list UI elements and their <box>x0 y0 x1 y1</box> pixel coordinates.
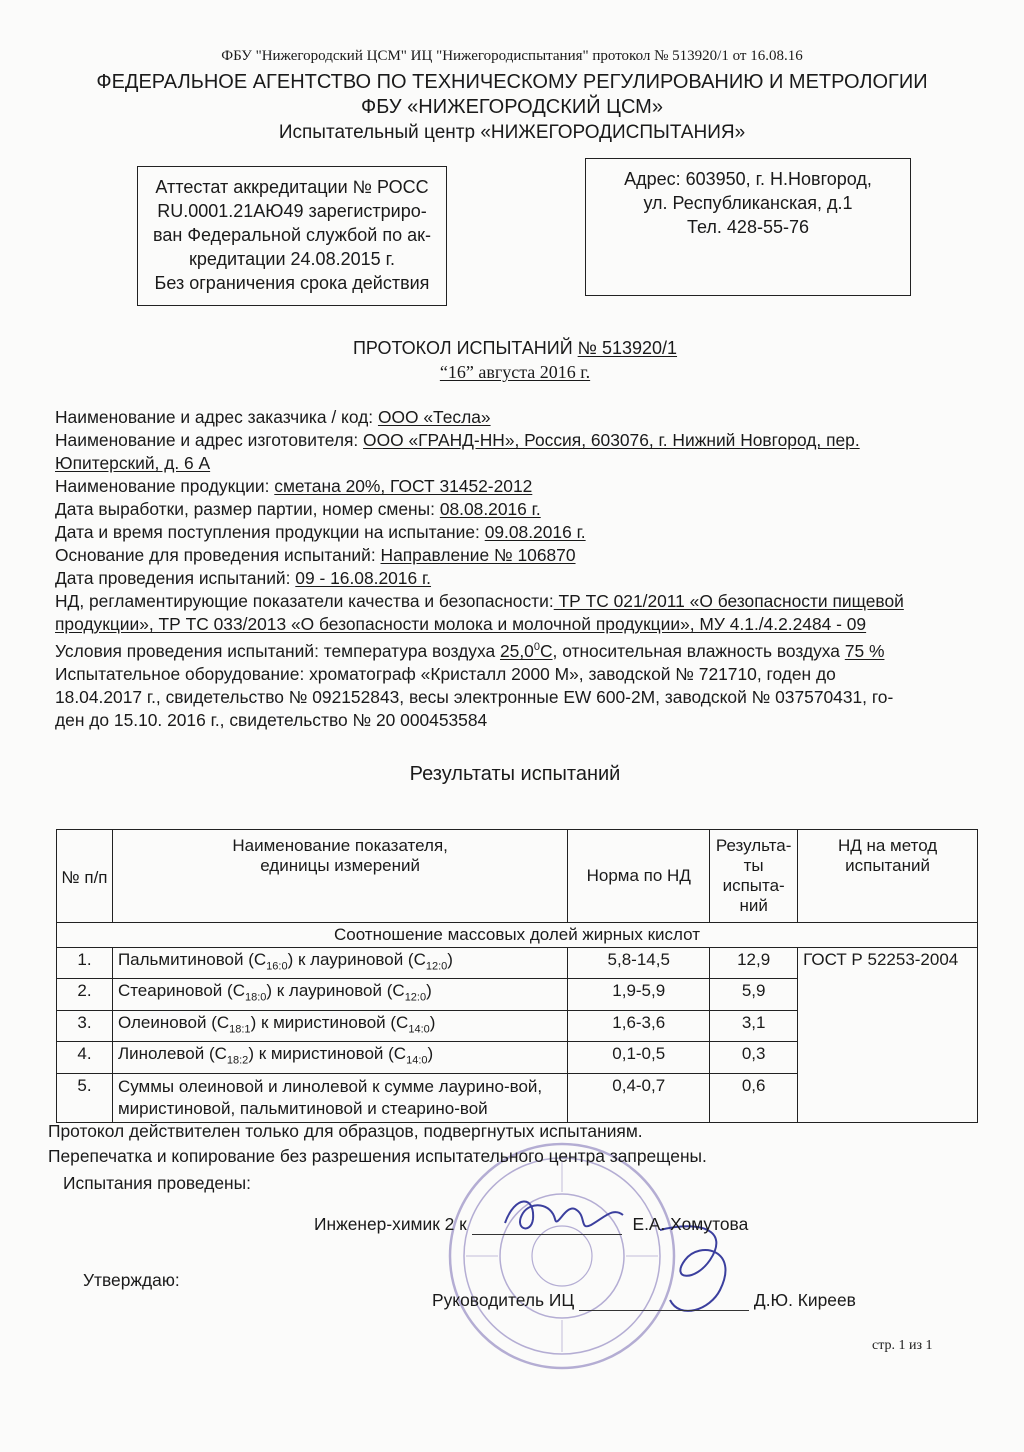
row-result: 0,6 <box>710 1073 798 1122</box>
test-center-name: Испытательный центр «НИЖЕГОРОДИСПЫТАНИЯ» <box>278 122 746 143</box>
agency-name: ФЕДЕРАЛЬНОЕ АГЕНТСТВО ПО ТЕХНИЧЕСКОМУ РЕГУЛИРОВАНИЮ И МЕТРОЛОГИИ <box>96 71 928 93</box>
temperature-number: 25,0 <box>499 640 534 661</box>
row-indicator: Стеариновой $(С_{18:0})$ к лауриновой $(С_{12:0})$ <box>112 979 567 1010</box>
accreditation-line: Аттестат аккредитации № РОСС <box>155 177 429 197</box>
nd-value: ТР ТС 021/2011 «О безопасности пищевой <box>553 591 904 611</box>
header-result: Результа-ты испыта-ний <box>710 830 798 923</box>
organization-name: ФБУ «НИЖЕГОРОДСКИЙ ЦСМ» <box>361 96 663 118</box>
table-header-row <box>57 830 978 923</box>
address-line: Тел. 428-55-76 <box>687 217 809 237</box>
product-line <box>55 475 975 498</box>
received-value: 09.08.2016 г. <box>484 522 586 542</box>
conditions-label: Условия проведения испытаний: температура воздуха <box>55 640 500 661</box>
approve-label: Утверждаю: <box>83 1270 180 1290</box>
results-title: Результаты испытаний <box>409 763 621 785</box>
product-value: сметана 20%, ГОСТ 31452-2012 <box>274 476 533 496</box>
production-label: Дата выработки, размер партии, номер смены: <box>55 499 440 519</box>
protocol-title-prefix: ПРОТОКОЛ ИСПЫТАНИЙ <box>352 338 578 358</box>
group-title: Соотношение массовых долей жирных кислот <box>57 923 978 948</box>
protocol-title <box>0 338 1024 359</box>
temperature-value: 25,0$^0$C <box>499 640 553 661</box>
row-norm: 5,8-14,5 <box>568 948 710 979</box>
row-number: 5. <box>57 1073 113 1122</box>
head-signature-row <box>432 1290 856 1311</box>
product-label: Наименование продукции: <box>55 476 275 496</box>
protocol-date <box>0 362 1024 383</box>
accreditation-line: ван Федеральной службой по ак- <box>153 225 431 245</box>
engineer-signature-line <box>472 1234 622 1235</box>
row-result: 5,9 <box>710 979 798 1010</box>
accreditation-line: кредитации 24.08.2015 г. <box>189 249 395 269</box>
copy-note: Перепечатка и копирование без разрешения испытательного центра запрещены. <box>48 1146 707 1166</box>
row-result: 12,9 <box>710 948 798 979</box>
head-name: Д.Ю. Киреев <box>753 1290 856 1310</box>
row-result: 3,1 <box>710 1010 798 1041</box>
row-norm: 1,6-3,6 <box>568 1010 710 1041</box>
row-number: 4. <box>57 1042 113 1073</box>
test-date-value: 09 - 16.08.2016 г. <box>295 568 432 588</box>
basis-label: Основание для проведения испытаний: <box>55 545 381 565</box>
engineer-name: Е.А. Хомутова <box>632 1214 749 1234</box>
manufacturer-value-cont: Юпитерский, д. 6 А <box>55 453 211 473</box>
row-indicator: Олеиновой $(С_{18:1})$ к миристиновой $(С_{14:0})$ <box>112 1010 567 1041</box>
temperature-unit: C <box>539 640 553 661</box>
customer-value: ООО «Тесла» <box>377 407 491 427</box>
protocol-number: № 513920/1 <box>577 338 678 358</box>
test-date-line <box>55 567 975 590</box>
table-row <box>57 948 978 979</box>
engineer-signature-row <box>314 1214 748 1235</box>
basis-line <box>55 544 975 567</box>
equipment-text-cont: 18.04.2017 г., свидетельство № 092152843, весы электронные EW 600-2М, заводской № 037570431, го- <box>55 686 894 707</box>
header-indicator-line: Наименование показателя, <box>232 836 448 855</box>
received-label: Дата и время поступления продукции на испытание: <box>55 522 485 542</box>
nd-value-cont: продукции», ТР ТС 033/2013 «О безопасности молока и молочной продукции», МУ 4.1./4.2.2484 - 09 <box>55 614 867 634</box>
row-number: 2. <box>57 979 113 1010</box>
customer-label: Наименование и адрес заказчика / код: <box>55 407 378 427</box>
table-group-row <box>57 923 978 948</box>
address-line: Адрес: 603950, г. Н.Новгород, <box>624 169 872 189</box>
head-title: Руководитель ИЦ <box>432 1290 575 1310</box>
received-line <box>55 521 975 544</box>
address-box <box>585 158 911 296</box>
test-date-label: Дата проведения испытаний: <box>55 568 296 588</box>
production-value: 08.08.2016 г. <box>439 499 541 519</box>
row-norm: 0,1-0,5 <box>568 1042 710 1073</box>
basis-value: Направление № 106870 <box>380 545 576 565</box>
row-result: 0,3 <box>710 1042 798 1073</box>
row-indicator: Пальмитиновой $(С_{16:0})$ к лауриновой $(С_{12:0})$ <box>112 948 567 979</box>
row-norm: 0,4-0,7 <box>568 1073 710 1122</box>
accreditation-line: RU.0001.21АЮ49 зарегистриро- <box>157 201 427 221</box>
head-signature-line <box>579 1310 749 1311</box>
equipment-line <box>55 663 975 732</box>
validity-note: Протокол действителен только для образцов, подвергнутых испытаниям. <box>48 1121 643 1141</box>
conditions-line <box>55 636 975 663</box>
accreditation-box <box>137 166 447 306</box>
document-header-line: ФБУ "Нижегородский ЦСМ" ИЦ "Нижегородиспытания" протокол № 513920/1 от 16.08.16 <box>221 48 803 64</box>
header-number: № п/п <box>57 830 113 923</box>
row-indicator: Суммы олеиновой и линолевой к сумме лаурино-вой, миристиновой, пальмитиновой и стеарино-вой <box>112 1073 567 1122</box>
header-method: НД на метод испытаний <box>798 830 978 923</box>
manufacturer-value: ООО «ГРАНД-НН», Россия, 603076, г. Нижний Новгород, пер. <box>363 430 860 450</box>
protocol-date-value: “16” августа 2016 г. <box>439 362 591 382</box>
equipment-text: Испытательное оборудование: хроматограф «Кристалл 2000 М», заводской № 721710, годен до <box>55 663 836 684</box>
row-norm: 1,9-5,9 <box>568 979 710 1010</box>
equipment-text-end: ден до 15.10. 2016 г., свидетельство № 20 000453584 <box>55 709 488 730</box>
nd-label: НД, регламентирующие показатели качества и безопасности: <box>55 591 554 611</box>
row-number: 1. <box>57 948 113 979</box>
humidity-value: 75 % <box>844 640 885 661</box>
header-indicator-units: единицы измерений <box>260 856 421 875</box>
row-number: 3. <box>57 1010 113 1041</box>
row-indicator: Линолевой $(С_{18:2})$ к миристиновой $(С_{14:0})$ <box>112 1042 567 1073</box>
row-method: ГОСТ Р 52253-2004 <box>798 948 978 1123</box>
protocol-info <box>55 406 975 732</box>
results-table <box>56 829 978 1123</box>
header-norm: Норма по НД <box>568 830 710 923</box>
customer-line <box>55 406 975 429</box>
address-line: ул. Республиканская, д.1 <box>643 193 853 213</box>
header-indicator <box>112 830 567 923</box>
production-line <box>55 498 975 521</box>
engineer-title: Инженер-химик 2 к <box>314 1214 467 1234</box>
tested-by-label: Испытания проведены: <box>63 1173 251 1193</box>
manufacturer-line <box>55 429 975 475</box>
manufacturer-label: Наименование и адрес изготовителя: <box>55 430 364 450</box>
page-number: стр. 1 из 1 <box>872 1338 933 1353</box>
humidity-label: , относительная влажность воздуха <box>552 640 845 661</box>
nd-line <box>55 590 975 636</box>
accreditation-line: Без ограничения срока действия <box>154 273 430 293</box>
head-signature <box>640 1220 760 1330</box>
